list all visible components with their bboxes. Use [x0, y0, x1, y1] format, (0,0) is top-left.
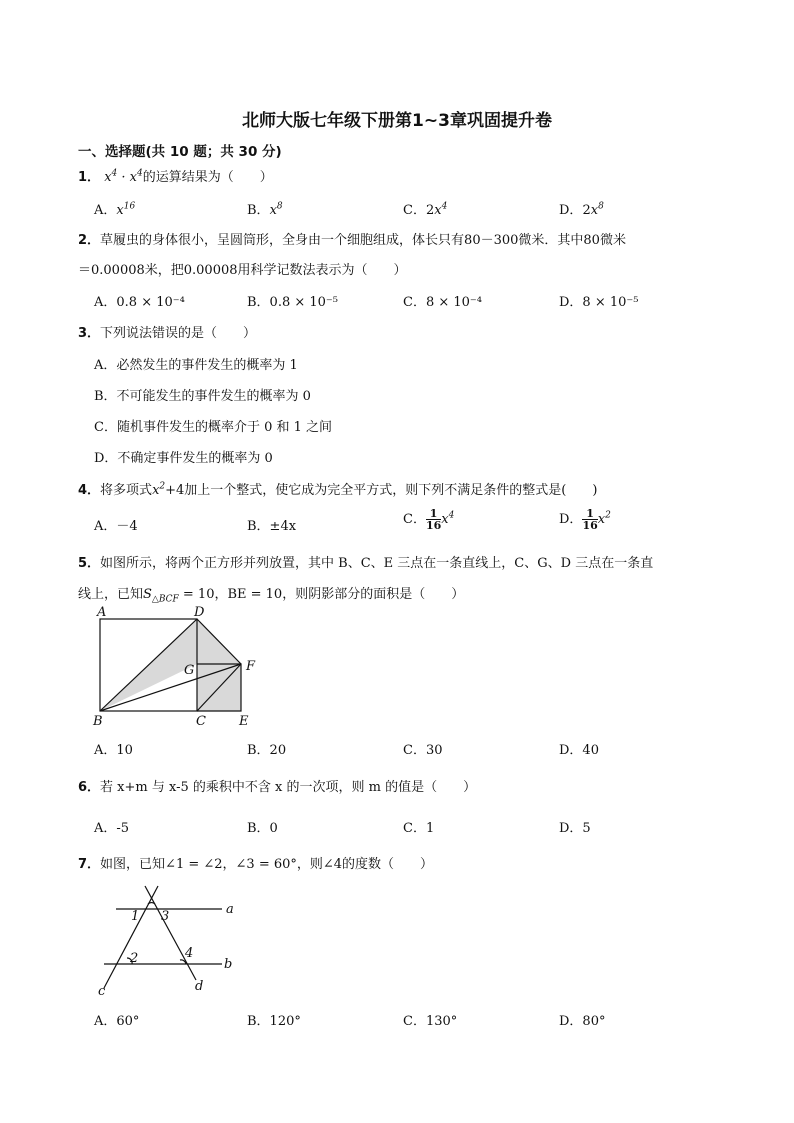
question-5-stem	[78, 552, 653, 571]
option-b[interactable]: B．$x^8$	[247, 201, 283, 218]
question-number: 7．	[78, 857, 101, 872]
option-c[interactable]: C． $\frac{1}{16}$ $x^4$	[403, 507, 455, 532]
line-label-d: d	[195, 979, 204, 994]
line-label-b: b	[224, 957, 233, 972]
option-c[interactable]: C．1	[403, 821, 435, 836]
option-d[interactable]: D． $\frac{1}{16}$ $x^2$	[559, 507, 611, 532]
question-text: 下列说法错误的是（ ）	[100, 326, 257, 341]
option-a[interactable]: A．$x^{16}$	[94, 201, 136, 218]
option-c[interactable]: C．30	[403, 743, 443, 758]
line-label-c: c	[98, 984, 106, 999]
option-c[interactable]: C．8 × 10⁻⁴	[403, 295, 482, 310]
option-c[interactable]: C．130°	[403, 1014, 458, 1029]
question-number: 3．	[78, 326, 101, 341]
math-expression: $x^4 \cdot x^4$	[104, 168, 143, 185]
label-g: G	[184, 663, 195, 678]
question-number: 6．	[78, 780, 101, 795]
option-a[interactable]: A．－4	[94, 519, 138, 534]
option-a[interactable]: A．10	[94, 743, 133, 758]
label-b: B	[93, 714, 103, 729]
option-b[interactable]: B．120°	[247, 1014, 301, 1029]
question-number: 2．	[78, 233, 101, 248]
angle-label-3: 3	[161, 909, 170, 924]
squares-figure	[88, 604, 268, 732]
question-number: 1．	[78, 170, 101, 185]
option-c[interactable]: C．随机事件发生的概率介于 0 和 1 之间	[94, 420, 333, 435]
angle-label-1: 1	[131, 909, 140, 924]
angle-label-2: 2	[130, 951, 139, 966]
question-7-stem	[78, 853, 433, 872]
question-1-stem	[78, 166, 273, 185]
option-b[interactable]: B．不可能发生的事件发生的概率为 0	[94, 389, 311, 404]
option-a[interactable]: A．0.8 × 10⁻⁴	[94, 295, 185, 310]
option-a[interactable]: A．必然发生的事件发生的概率为 1	[94, 358, 298, 373]
question-4-stem: 4．将多项式$x^2+4$加上一个整式，使它成为完全平方式，则下列不满足条件的整式是( )	[78, 481, 598, 498]
question-2-stem-cont: ＝0.00008米，把0.00008用科学记数法表示为（ ）	[78, 263, 407, 278]
option-c[interactable]: C．$2x^4$	[403, 201, 448, 218]
label-e: E	[239, 714, 249, 729]
option-d[interactable]: D．5	[559, 821, 591, 836]
question-number: 4．	[78, 483, 101, 498]
label-f: F	[246, 659, 256, 674]
parallel-lines-figure	[92, 882, 252, 1000]
question-number: 5．	[78, 556, 101, 571]
question-6-stem	[78, 776, 476, 795]
label-c: C	[196, 714, 206, 729]
option-d[interactable]: D．8 × 10⁻⁵	[559, 295, 639, 310]
line-label-a: a	[226, 902, 234, 917]
option-d[interactable]: D．80°	[559, 1014, 606, 1029]
question-text: 如图，已知∠1 = ∠2，∠3 = 60°，则∠4的度数（ ）	[100, 857, 434, 872]
option-b[interactable]: B．0	[247, 821, 278, 836]
option-a[interactable]: A．-5	[94, 821, 130, 836]
option-d[interactable]: D．不确定事件发生的概率为 0	[94, 451, 273, 466]
page-title: 北师大版七年级下册第1~3章巩固提升卷	[242, 111, 552, 131]
option-d[interactable]: D．40	[559, 743, 599, 758]
question-5-stem-cont: 线上，已知$S_{\triangle BCF} = 10$，BE = 10，则阴影部分的面积是（ ）	[78, 587, 465, 605]
question-text: 的运算结果为（ ）	[142, 170, 273, 185]
option-b[interactable]: B．20	[247, 743, 287, 758]
question-text: 草履虫的身体很小，呈圆筒形，全身由一个细胞组成，体长只有80－300微米．其中80微米	[100, 233, 626, 248]
question-text: 如图所示，将两个正方形并列放置，其中 B、C、E 三点在一条直线上，C、G、D 三点在一条直	[100, 556, 654, 571]
option-b[interactable]: B．±4x	[247, 519, 297, 534]
question-2-stem	[78, 229, 626, 248]
question-text: 若 x+m 与 x-5 的乘积中不含 x 的一次项，则 m 的值是（ ）	[100, 780, 477, 795]
option-a[interactable]: A．60°	[94, 1014, 140, 1029]
question-3-stem	[78, 322, 256, 341]
section-heading: 一、选择题(共 10 题；共 30 分)	[78, 144, 282, 160]
label-d: D	[194, 605, 205, 620]
label-a: A	[97, 605, 107, 620]
option-b[interactable]: B．0.8 × 10⁻⁵	[247, 295, 339, 310]
angle-label-4: 4	[185, 946, 194, 961]
option-d[interactable]: D．$2x^8$	[559, 201, 604, 218]
